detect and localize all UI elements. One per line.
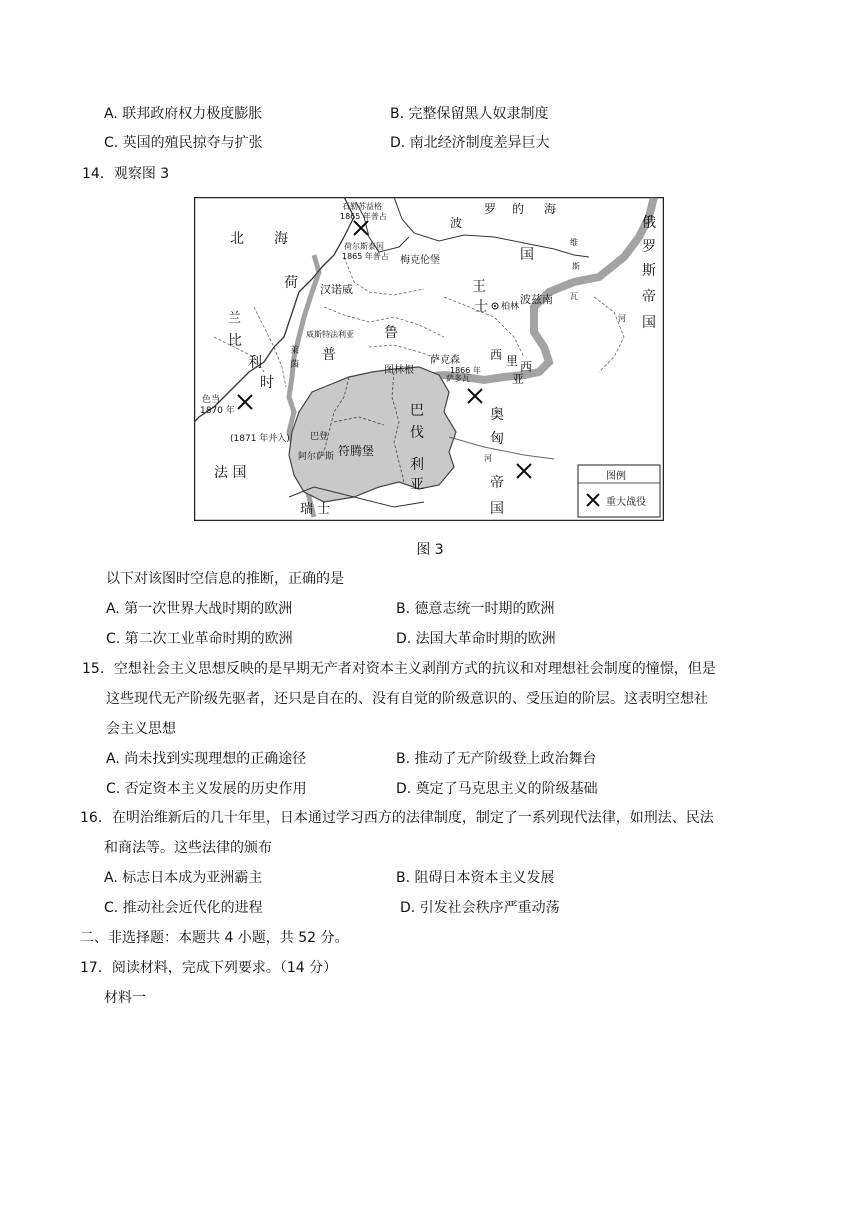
q14-prompt: 以下对该图时空信息的推断，正确的是 — [106, 571, 344, 587]
map-label-alsace-year: (1871 年并入) — [230, 434, 290, 444]
map-label-holstein: 荷尔斯泰因 — [344, 242, 384, 251]
map-label-vistula-3: 瓦 — [570, 292, 578, 301]
map-label-saxony: 萨克森 — [430, 355, 460, 366]
map-label-silesia-2: 里 — [506, 354, 519, 368]
historical-map-figure — [194, 197, 664, 521]
map-label-baltic-3: 的 — [512, 202, 525, 216]
map-label-austria-1: 奥 — [490, 407, 504, 423]
map-label-rhine-2: 茵 — [290, 360, 300, 370]
q15-line-2: 这些现代无产阶级先驱者，还只是自在的、没有自觉的阶级意识的、受压迫的阶层。这表明空想社 — [106, 691, 708, 707]
map-label-silesia-3: 西 — [520, 360, 533, 374]
map-label-prussia-3: 士 — [474, 299, 488, 315]
map-label-belgium-3: 时 — [260, 375, 274, 391]
q15-option-c: C. 否定资本主义发展的历史作用 — [106, 781, 307, 797]
map-label-russia-2: 罗 — [642, 239, 656, 255]
map-label-baden: 巴登 — [310, 432, 329, 442]
map-label-austria-2: 匈 — [490, 431, 504, 447]
map-label-russia-3: 斯 — [642, 263, 656, 279]
map-label-hanover: 汉诺威 — [320, 283, 353, 296]
map-label-kingdom-1: 王 — [472, 279, 486, 295]
map-label-schleswig: 石勒苏益格 — [342, 202, 382, 211]
map-label-austria-3: 帝 — [490, 475, 504, 491]
map-label-silesia-1: 西 — [490, 348, 503, 362]
q16-line-1: 16．在明治维新后的几十年里，日本通过学习西方的法律制度，制定了一系列现代法律，如刑法、民法 — [80, 810, 714, 826]
map-label-france: 法 国 — [214, 465, 247, 481]
map-label-holstein-year: 1865 年普占 — [342, 252, 389, 261]
q17-material-label: 材料一 — [104, 990, 146, 1006]
map-label-sadowa-year: 1866 年 — [450, 366, 481, 375]
map-label-kingdom-2: 国 — [520, 247, 534, 263]
map-label-russia-4: 帝 — [642, 289, 656, 305]
q15-option-b: B. 推动了无产阶级登上政治舞台 — [396, 751, 597, 767]
map-label-belgium-1: 比 — [228, 333, 242, 349]
map-label-silesia-4: 亚 — [512, 372, 525, 386]
map-label-baltic-1: 波 — [450, 216, 463, 230]
map-label-lan: 兰 — [228, 311, 242, 326]
map-label-prussia-2: 鲁 — [384, 325, 398, 341]
map-label-vistula-1: 维 — [570, 238, 578, 247]
q13-option-a: A. 联邦政府权力极度膨胀 — [104, 106, 263, 122]
q16-line-2: 和商法等。这些法律的颁布 — [104, 840, 272, 856]
map-label-sedan: 色当 — [202, 395, 221, 405]
section-2-heading: 二、非选择题：本题共 4 小题，共 52 分。 — [80, 930, 349, 946]
map-label-sedan-year: 1870 年 — [200, 406, 235, 416]
map-label-austria-4: 国 — [490, 501, 504, 517]
map-label-schleswig-year: 1865 年普占 — [340, 212, 387, 221]
map-label-switzerland: 瑞 士 — [300, 502, 331, 517]
q16-option-c: C. 推动社会近代化的进程 — [104, 900, 263, 916]
map-label-berlin: 柏林 — [501, 302, 520, 312]
q13-option-c: C. 英国的殖民掠夺与扩张 — [104, 135, 263, 151]
map-label-vistula-2: 斯 — [572, 262, 580, 271]
q15-line-1: 15．空想社会主义思想反映的是早期无产者对资本主义剥削方式的抗议和对理想社会制度的憧憬，但是 — [82, 661, 716, 677]
map-label-vistula-4: 河 — [618, 314, 626, 323]
q14-option-b: B. 德意志统一时期的欧洲 — [396, 601, 555, 617]
q15-line-3: 会主义思想 — [106, 721, 176, 737]
legend-title: 图例 — [606, 471, 626, 482]
map-label-thuringia: 图林根 — [384, 365, 414, 376]
map-label-westphalia: 威斯特法利亚 — [306, 330, 354, 339]
map-label-sadowa: 萨多瓦 — [446, 374, 470, 383]
map-label-wurttemberg: 符腾堡 — [338, 444, 375, 458]
map-label-posen: 波兹南 — [520, 293, 553, 306]
q17-stem: 17．阅读材料，完成下列要求。（14 分） — [80, 960, 338, 976]
q14-option-c: C. 第二次工业革命时期的欧洲 — [106, 631, 293, 647]
q13-option-b: B. 完整保留黑人奴隶制度 — [390, 106, 549, 122]
map-label-north-sea: 北 — [230, 231, 244, 247]
map-label-rhine-1: 莱 — [290, 346, 300, 356]
map-label-bavaria-4: 亚 — [410, 477, 424, 493]
q15-option-d: D. 奠定了马克思主义的阶级基础 — [396, 781, 598, 797]
map-label-holland: 荷 — [284, 275, 298, 291]
q16-option-d: D. 引发社会秩序严重动荡 — [400, 900, 560, 916]
map-label-baltic-2: 罗 — [484, 202, 497, 216]
map-label-russia-1: 俄 — [642, 215, 656, 231]
q16-option-a: A. 标志日本成为亚洲霸主 — [104, 870, 263, 886]
map-label-north-sea-2: 海 — [274, 231, 288, 247]
map-label-bavaria-2: 伐 — [410, 425, 424, 441]
q14-option-a: A. 第一次世界大战时期的欧洲 — [106, 601, 293, 617]
q16-option-b: B. 阻碍日本资本主义发展 — [396, 870, 555, 886]
q15-option-a: A. 尚未找到实现理想的正确途径 — [106, 751, 307, 767]
map-label-danube: 河 — [484, 454, 492, 463]
q13-option-d: D. 南北经济制度差异巨大 — [390, 135, 550, 151]
q14-stem: 14．观察图 3 — [82, 166, 170, 182]
legend-item-label: 重大战役 — [606, 497, 646, 508]
map-label-baltic-4: 海 — [544, 202, 557, 216]
map-label-belgium-2: 利 — [248, 355, 262, 371]
map-svg — [194, 197, 664, 521]
q14-option-d: D. 法国大革命时期的欧洲 — [396, 631, 556, 647]
map-label-russia-5: 国 — [642, 315, 656, 331]
map-label-prussia-1: 普 — [322, 347, 336, 363]
map-label-mecklenburg: 梅克伦堡 — [400, 255, 440, 266]
figure-caption: 图 3 — [416, 542, 444, 558]
map-label-bavaria-3: 利 — [410, 457, 424, 473]
map-label-bavaria-1: 巴 — [410, 403, 424, 419]
map-label-alsace: 阿尔萨斯 — [298, 452, 335, 462]
